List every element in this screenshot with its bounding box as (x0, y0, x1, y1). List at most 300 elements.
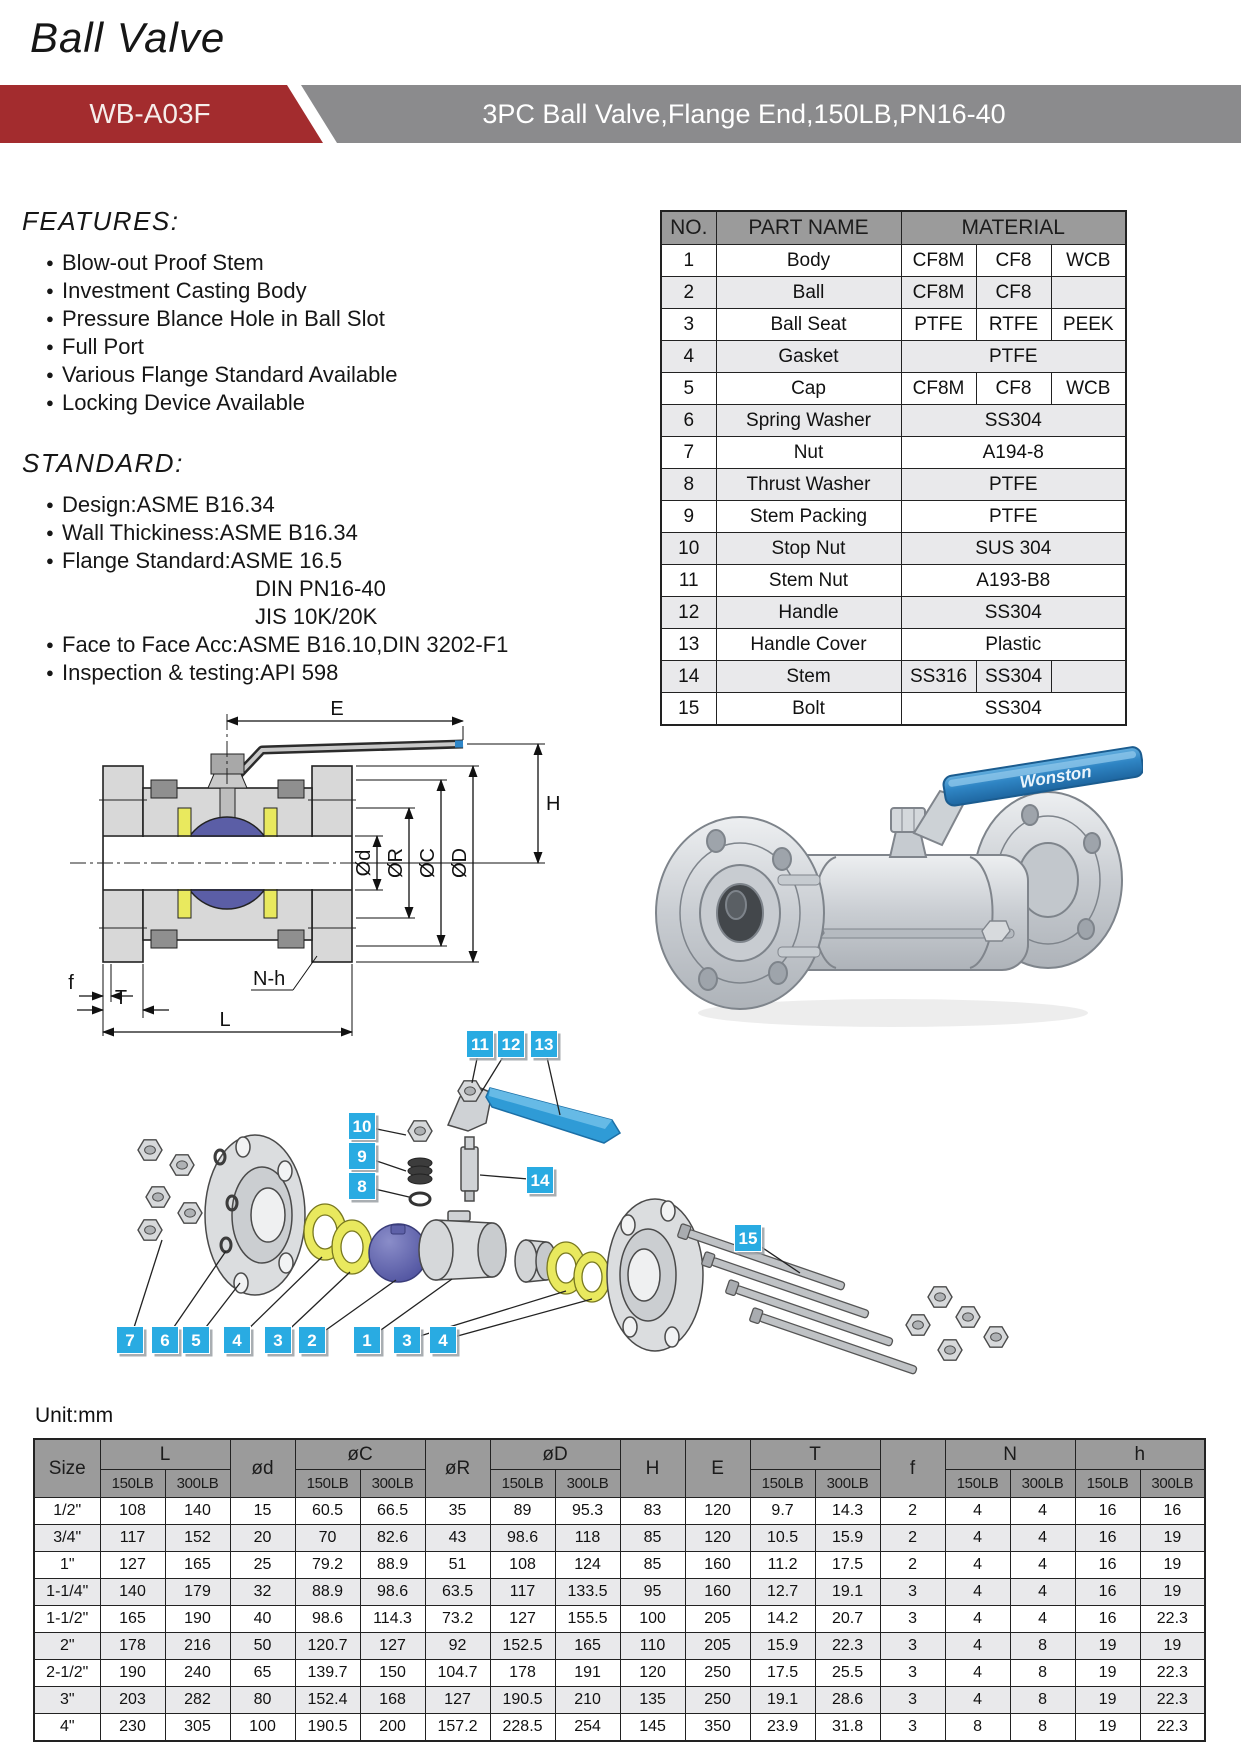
dims-cell: 191 (555, 1660, 620, 1687)
dims-cell: 19.1 (750, 1687, 815, 1714)
dims-cell: 118 (555, 1525, 620, 1552)
svg-text:5: 5 (191, 1331, 201, 1350)
exploded-left-flange (205, 1135, 305, 1295)
dim-label-N-h: N-h (253, 968, 286, 990)
bullet-icon: ● (46, 283, 54, 298)
product-photo (628, 705, 1143, 1035)
hex-nut (928, 1287, 952, 1307)
dims-col-H: H (620, 1439, 685, 1498)
svg-text:4: 4 (438, 1331, 448, 1350)
svg-text:12: 12 (501, 1035, 521, 1054)
svg-text:9: 9 (357, 1147, 367, 1166)
dims-row (34, 1498, 1205, 1525)
standard-list (22, 491, 642, 687)
svg-text:7: 7 (125, 1331, 135, 1350)
dims-cell: 19 (1140, 1579, 1205, 1606)
dim-label-phi-R: ØR (385, 848, 407, 878)
parts-cell: Stem Nut (716, 565, 901, 597)
bullet-text: DIN PN16-40 (255, 576, 386, 601)
bullet-item (22, 491, 642, 519)
bullet-icon: ● (46, 525, 54, 540)
product-name: 3PC Ball Valve,Flange End,150LB,PN16-40 (482, 98, 1006, 129)
bullet-item (22, 519, 642, 547)
exploded-stem (461, 1137, 478, 1201)
dims-cell: 19 (1075, 1714, 1140, 1742)
dims-cell: 60.5 (295, 1498, 360, 1525)
parts-cell: Plastic (901, 629, 1126, 661)
dims-cell: 2" (34, 1633, 100, 1660)
dim-label-phi-d: Ød (353, 849, 375, 877)
part-number-label (531, 1031, 561, 1061)
bullet-icon: ● (46, 395, 54, 410)
bullet-item (22, 361, 622, 389)
parts-row (661, 245, 1126, 277)
parts-cell: Nut (716, 437, 901, 469)
parts-cell: PTFE (901, 501, 1126, 533)
exploded-thrust-washer (410, 1193, 430, 1205)
dims-cell: 98.6 (295, 1606, 360, 1633)
dims-cell: 100 (620, 1606, 685, 1633)
dims-cell: 14.2 (750, 1606, 815, 1633)
dims-cell: 40 (230, 1606, 295, 1633)
dims-cell: 133.5 (555, 1579, 620, 1606)
dims-cell: 16 (1075, 1498, 1140, 1525)
dims-col-øC: øC (295, 1439, 425, 1470)
part-number-label (467, 1031, 497, 1061)
dims-cell: 16 (1075, 1525, 1140, 1552)
parts-cell: 6 (661, 405, 716, 437)
svg-text:3: 3 (273, 1331, 283, 1350)
exploded-view (0, 1025, 1241, 1400)
dims-cell: 4 (1010, 1498, 1075, 1525)
dims-cell: 4 (945, 1552, 1010, 1579)
dims-cell: 216 (165, 1633, 230, 1660)
bullet-item (22, 249, 622, 277)
parts-cell: PTFE (901, 341, 1126, 373)
parts-cell: 10 (661, 533, 716, 565)
dims-row (34, 1579, 1205, 1606)
dims-cell: 4 (1010, 1552, 1075, 1579)
dims-cell: 3/4" (34, 1525, 100, 1552)
dims-cell: 127 (100, 1552, 165, 1579)
dims-row (34, 1660, 1205, 1687)
parts-cell: 15 (661, 693, 716, 726)
bullet-icon: ● (46, 255, 54, 270)
dims-cell: 4 (945, 1498, 1010, 1525)
dims-cell: 139.7 (295, 1660, 360, 1687)
parts-cell: 4 (661, 341, 716, 373)
parts-cell: 7 (661, 437, 716, 469)
exploded-ball (369, 1224, 427, 1282)
dims-cell: 117 (490, 1579, 555, 1606)
exploded-gasket-seat-right (547, 1242, 610, 1302)
dims-cell: 22.3 (1140, 1606, 1205, 1633)
parts-cell: CF8 (976, 245, 1051, 277)
parts-cell: 8 (661, 469, 716, 501)
dims-cell: 1-1/4" (34, 1579, 100, 1606)
bullet-text: Investment Casting Body (62, 278, 307, 303)
dims-cell: 127 (425, 1687, 490, 1714)
parts-cell: CF8M (901, 245, 976, 277)
parts-cell: Stop Nut (716, 533, 901, 565)
dims-cell: 12.7 (750, 1579, 815, 1606)
dims-col-T: T (750, 1439, 880, 1470)
dims-row (34, 1525, 1205, 1552)
dims-cell: 88.9 (295, 1579, 360, 1606)
dims-cell: 4 (945, 1687, 1010, 1714)
dims-col-L: L (100, 1439, 230, 1470)
standard-heading: STANDARD: (22, 448, 184, 478)
dims-cell: 19 (1075, 1687, 1140, 1714)
parts-row (661, 469, 1126, 501)
dims-cell: 16 (1075, 1579, 1140, 1606)
dims-cell: 9.7 (750, 1498, 815, 1525)
dims-subheader-row (34, 1470, 1205, 1498)
dims-cell: 43 (425, 1525, 490, 1552)
dims-cell: 8 (1010, 1633, 1075, 1660)
dims-cell: 2-1/2" (34, 1660, 100, 1687)
bullet-item (22, 659, 642, 687)
dims-subcol: 300LB (360, 1470, 425, 1498)
dims-cell: 15 (230, 1498, 295, 1525)
dims-cell: 2 (880, 1552, 945, 1579)
dim-label-phi-C: ØC (417, 848, 439, 878)
parts-cell: SS316 (901, 661, 976, 693)
hex-nut (956, 1307, 980, 1327)
dims-cell: 50 (230, 1633, 295, 1660)
parts-cell: 5 (661, 373, 716, 405)
dims-cell: 140 (100, 1579, 165, 1606)
dims-cell: 108 (490, 1552, 555, 1579)
dims-cell: 240 (165, 1660, 230, 1687)
parts-cell: SS304 (901, 405, 1126, 437)
dims-cell: 19.1 (815, 1579, 880, 1606)
parts-cell: Ball Seat (716, 309, 901, 341)
dims-cell: 4 (1010, 1579, 1075, 1606)
dims-cell: 17.5 (750, 1660, 815, 1687)
exploded-gasket-seat-left (304, 1204, 372, 1274)
dims-cell: 4 (1010, 1606, 1075, 1633)
bullet-item (22, 603, 642, 631)
dims-cell: 19 (1140, 1552, 1205, 1579)
dims-cell: 4 (945, 1579, 1010, 1606)
dims-cell: 104.7 (425, 1660, 490, 1687)
dims-cell: 305 (165, 1714, 230, 1742)
hex-nut (458, 1081, 482, 1101)
parts-cell: WCB (1051, 245, 1126, 277)
dims-cell: 20 (230, 1525, 295, 1552)
dims-cell: 4 (945, 1660, 1010, 1687)
dims-cell: 165 (165, 1552, 230, 1579)
dims-cell: 165 (100, 1606, 165, 1633)
parts-cell: Ball (716, 277, 901, 309)
parts-cell: 1 (661, 245, 716, 277)
exploded-body (419, 1211, 556, 1282)
dims-cell: 210 (555, 1687, 620, 1714)
parts-row (661, 661, 1126, 693)
dims-cell: 1/2" (34, 1498, 100, 1525)
col-part-name: PART NAME (716, 211, 901, 245)
parts-cell: PTFE (901, 469, 1126, 501)
dims-cell: 22.3 (1140, 1660, 1205, 1687)
svg-text:15: 15 (738, 1229, 758, 1248)
dims-col-øD: øD (490, 1439, 620, 1470)
dims-cell: 3 (880, 1606, 945, 1633)
parts-row (661, 405, 1126, 437)
dims-cell: 11.2 (750, 1552, 815, 1579)
dims-cell: 160 (685, 1579, 750, 1606)
bullet-text: Flange Standard:ASME 16.5 (62, 548, 343, 573)
dims-subcol: 300LB (1010, 1470, 1075, 1498)
dims-cell: 152 (165, 1525, 230, 1552)
bullet-item (22, 389, 622, 417)
dims-row (34, 1687, 1205, 1714)
dims-cell: 178 (100, 1633, 165, 1660)
bullet-text: Locking Device Available (62, 390, 305, 415)
hex-nut (178, 1203, 202, 1223)
dims-cell: 89 (490, 1498, 555, 1525)
dimensions-table-head (34, 1439, 1205, 1498)
bullet-text: Inspection & testing:API 598 (62, 660, 339, 685)
dims-cell: 124 (555, 1552, 620, 1579)
parts-cell: Stem Packing (716, 501, 901, 533)
dims-cell: 190.5 (295, 1714, 360, 1742)
dims-cell: 85 (620, 1525, 685, 1552)
parts-cell: Handle (716, 597, 901, 629)
dims-row (34, 1633, 1205, 1660)
dims-cell: 98.6 (360, 1579, 425, 1606)
parts-cell: PTFE (901, 309, 976, 341)
dims-cell: 17.5 (815, 1552, 880, 1579)
dims-cell: 127 (490, 1606, 555, 1633)
dims-subcol: 150LB (100, 1470, 165, 1498)
parts-cell: SS304 (901, 597, 1126, 629)
bullet-text: Design:ASME B16.34 (62, 492, 275, 517)
dims-subcol: 150LB (945, 1470, 1010, 1498)
dims-cell: 8 (1010, 1660, 1075, 1687)
parts-row (661, 501, 1126, 533)
exploded-right-flange (607, 1199, 703, 1351)
dims-cell: 200 (360, 1714, 425, 1742)
parts-table (660, 210, 1127, 726)
dims-row (34, 1552, 1205, 1579)
dims-cell: 10.5 (750, 1525, 815, 1552)
svg-text:4: 4 (232, 1331, 242, 1350)
dim-label-L: L (219, 1009, 231, 1031)
bullet-icon: ● (46, 497, 54, 512)
dims-cell: 135 (620, 1687, 685, 1714)
dims-cell: 3 (880, 1633, 945, 1660)
hex-nut (146, 1187, 170, 1207)
bullet-item (22, 631, 642, 659)
dims-cell: 190 (100, 1660, 165, 1687)
parts-cell: 9 (661, 501, 716, 533)
dims-cell: 16 (1075, 1552, 1140, 1579)
parts-cell: Handle Cover (716, 629, 901, 661)
dims-cell: 152.4 (295, 1687, 360, 1714)
dims-cell: 1-1/2" (34, 1606, 100, 1633)
dims-cell: 92 (425, 1633, 490, 1660)
part-number-label (224, 1327, 254, 1357)
part-number-label (430, 1327, 460, 1357)
bullet-item (22, 547, 642, 575)
parts-cell: Cap (716, 373, 901, 405)
parts-cell: CF8 (976, 277, 1051, 309)
dims-cell: 178 (490, 1660, 555, 1687)
dims-cell: 120 (685, 1525, 750, 1552)
dims-cell: 35 (425, 1498, 490, 1525)
dims-cell: 120 (685, 1498, 750, 1525)
parts-cell: Bolt (716, 693, 901, 726)
dims-subcol: 300LB (815, 1470, 880, 1498)
dims-cell: 114.3 (360, 1606, 425, 1633)
svg-text:3: 3 (402, 1331, 412, 1350)
part-number-label (152, 1327, 182, 1357)
bullet-text: Full Port (62, 334, 144, 359)
dims-cell: 160 (685, 1552, 750, 1579)
dims-cell: 3 (880, 1579, 945, 1606)
parts-cell: PEEK (1051, 309, 1126, 341)
dims-cell: 152.5 (490, 1633, 555, 1660)
dims-cell: 8 (945, 1714, 1010, 1742)
parts-cell: A194-8 (901, 437, 1126, 469)
standard-section (22, 448, 642, 687)
dims-col-N: N (945, 1439, 1075, 1470)
model-code: WB-A03F (89, 98, 211, 129)
dims-cell: 1" (34, 1552, 100, 1579)
dims-cell: 150 (360, 1660, 425, 1687)
dims-cell: 8 (1010, 1714, 1075, 1742)
dims-cell: 15.9 (750, 1633, 815, 1660)
dims-cell: 228.5 (490, 1714, 555, 1742)
dim-label-E: E (330, 698, 344, 720)
dim-label-f: f (68, 972, 74, 994)
handle-brand-text: Wonston (1018, 761, 1093, 792)
parts-row (661, 437, 1126, 469)
dims-cell: 25.5 (815, 1660, 880, 1687)
dims-cell: 165 (555, 1633, 620, 1660)
dims-cell: 190 (165, 1606, 230, 1633)
parts-cell: Thrust Washer (716, 469, 901, 501)
parts-row (661, 597, 1126, 629)
bullet-text: JIS 10K/20K (255, 604, 378, 629)
parts-cell (1051, 661, 1126, 693)
parts-cell: 14 (661, 661, 716, 693)
bullet-text: Blow-out Proof Stem (62, 250, 264, 275)
dims-cell: 168 (360, 1687, 425, 1714)
dims-subcol: 150LB (750, 1470, 815, 1498)
dims-cell: 4 (945, 1606, 1010, 1633)
dims-cell: 203 (100, 1687, 165, 1714)
dimensions-table-body (34, 1498, 1205, 1742)
parts-cell: CF8 (976, 373, 1051, 405)
dims-cell: 282 (165, 1687, 230, 1714)
dims-subcol: 300LB (1140, 1470, 1205, 1498)
dims-cell: 250 (685, 1660, 750, 1687)
bullet-text: Pressure Blance Hole in Ball Slot (62, 306, 385, 331)
exploded-stem-packing (408, 1158, 432, 1184)
part-number-label (265, 1327, 295, 1357)
parts-cell: 2 (661, 277, 716, 309)
dims-cell: 145 (620, 1714, 685, 1742)
part-number-label (354, 1327, 384, 1357)
bullet-item (22, 575, 642, 603)
dims-cell: 16 (1075, 1606, 1140, 1633)
bullet-icon: ● (46, 311, 54, 326)
dims-cell: 205 (685, 1606, 750, 1633)
dims-cell: 127 (360, 1633, 425, 1660)
dims-cell: 19 (1140, 1633, 1205, 1660)
parts-cell: Body (716, 245, 901, 277)
dims-cell: 16 (1140, 1498, 1205, 1525)
part-number-label (527, 1167, 557, 1197)
dims-col-E: E (685, 1439, 750, 1498)
dims-cell: 15.9 (815, 1525, 880, 1552)
dims-cell: 108 (100, 1498, 165, 1525)
header-banner (0, 85, 1241, 143)
parts-cell: 3 (661, 309, 716, 341)
hex-nut (138, 1220, 162, 1240)
features-list (22, 249, 622, 417)
dims-cell: 250 (685, 1687, 750, 1714)
dims-cell: 88.9 (360, 1552, 425, 1579)
dims-cell: 100 (230, 1714, 295, 1742)
part-number-label (735, 1225, 765, 1255)
dims-cell: 140 (165, 1498, 230, 1525)
dims-cell: 155.5 (555, 1606, 620, 1633)
bullet-icon: ● (46, 665, 54, 680)
hex-nut (170, 1155, 194, 1175)
dims-cell: 73.2 (425, 1606, 490, 1633)
dims-cell: 3 (880, 1687, 945, 1714)
hex-nut (984, 1327, 1008, 1347)
part-number-label (183, 1327, 213, 1357)
svg-text:2: 2 (307, 1331, 317, 1350)
parts-row (661, 533, 1126, 565)
dims-cell: 117 (100, 1525, 165, 1552)
dims-cell: 3 (880, 1660, 945, 1687)
dims-subcol: 150LB (490, 1470, 555, 1498)
part-number-label (299, 1327, 329, 1357)
parts-cell: CF8M (901, 277, 976, 309)
dims-cell: 14.3 (815, 1498, 880, 1525)
svg-text:14: 14 (530, 1171, 550, 1190)
dims-col-øR: øR (425, 1439, 490, 1498)
svg-text:10: 10 (352, 1117, 372, 1136)
dims-cell: 4 (945, 1633, 1010, 1660)
hex-nut (408, 1121, 432, 1141)
dims-subcol: 300LB (165, 1470, 230, 1498)
parts-cell: WCB (1051, 373, 1126, 405)
parts-cell (1051, 277, 1126, 309)
part-number-label (349, 1173, 379, 1203)
dims-cell: 80 (230, 1687, 295, 1714)
dims-col-ød: ød (230, 1439, 295, 1498)
parts-cell: SS304 (901, 693, 1126, 726)
dims-cell: 3 (880, 1714, 945, 1742)
dims-cell: 70 (295, 1525, 360, 1552)
dims-cell: 190.5 (490, 1687, 555, 1714)
parts-row (661, 565, 1126, 597)
dims-cell: 51 (425, 1552, 490, 1579)
hex-nut (138, 1140, 162, 1160)
exploded-handle (486, 1088, 620, 1143)
dims-cell: 66.5 (360, 1498, 425, 1525)
dims-subcol: 300LB (555, 1470, 620, 1498)
col-no: NO. (661, 211, 716, 245)
bullet-icon: ● (46, 553, 54, 568)
dims-cell: 8 (1010, 1687, 1075, 1714)
